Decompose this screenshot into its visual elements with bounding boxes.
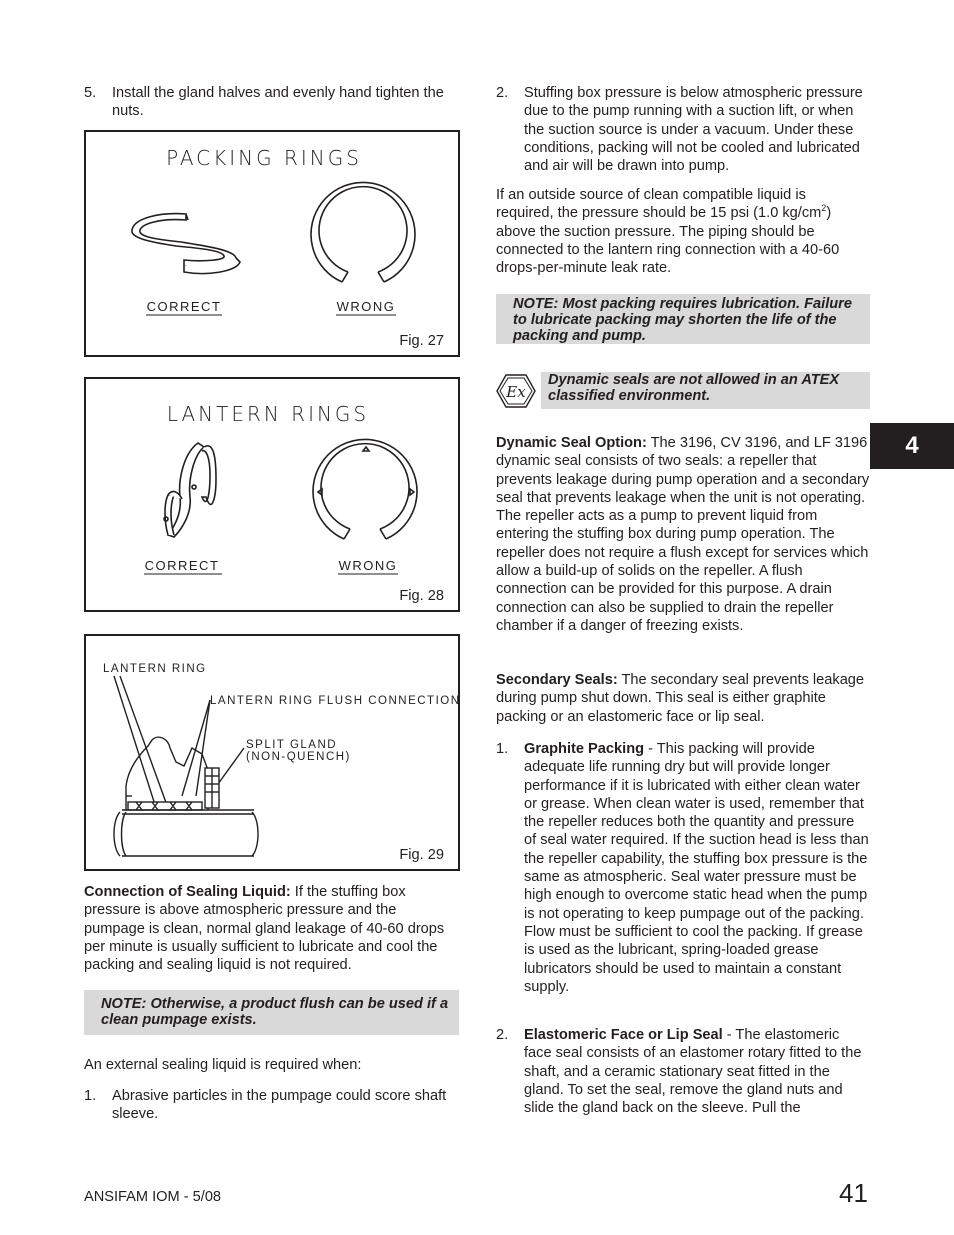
- split-gland-label: SPLIT GLAND: [246, 739, 338, 751]
- correct-lantern-ring-drawing: [164, 443, 216, 537]
- list-number: 1.: [496, 741, 509, 757]
- flush-connection-label: LANTERN RING FLUSH CONNECTION: [210, 695, 461, 707]
- document-id: ANSIFAM IOM - 5/08: [84, 1189, 222, 1205]
- paragraph-text: required, the pressure should be 15 psi (1.0 kg/cm: [496, 205, 822, 222]
- figure-title: LANTERN RINGS: [166, 402, 370, 426]
- atex-symbol-text: Ex: [506, 383, 526, 401]
- wrong-label: WRONG: [338, 558, 398, 573]
- non-quench-label: (NON-QUENCH): [246, 751, 351, 763]
- superscript: 2: [821, 203, 827, 214]
- lantern-ring-label: LANTERN RING: [103, 663, 207, 675]
- correct-label: CORRECT: [146, 299, 222, 314]
- connection-of-sealing-liquid-paragraph: [84, 883, 456, 974]
- wrong-packing-ring-drawing: [311, 182, 415, 282]
- note-text: NOTE: Most packing requires lubrication. Failure to lubricate packing may shorten the life of the packing and pump.: [513, 296, 852, 344]
- paragraph-heading: Connection of Sealing Liquid:: [84, 884, 291, 900]
- paragraph-text: above the suction pressure. The piping should be connected to the lantern ring connection with a 40-60 drops-per-minute leak rate.: [496, 223, 840, 277]
- paragraph-heading: Dynamic Seal Option:: [496, 435, 647, 451]
- secondary-seals-paragraph: [496, 671, 870, 726]
- wrong-label: WRONG: [336, 299, 396, 314]
- list-number: 2.: [496, 85, 509, 101]
- section-tab: 4: [870, 423, 954, 469]
- paragraph-text: The 3196, CV 3196, and LF 3196 dynamic seal consists of two seals: a repeller that prevents leakage during pump operation and a secondary seal that prevents leakage when the unit is not operating. The repeller acts as a pump to prevent liquid from entering the stuffing box during pump operation. The repeller does not require a flush except for services which allow a build-up of solids on the repeller. A flush connection can be provided for this purpose. A drain connection can also be supplied to drain the repeller chamber if a danger of freezing exists.: [496, 435, 870, 634]
- list-text: Stuffing box pressure is below atmospheric pressure due to the pump running with a suction lift, or when the suction source is under a vacuum. Under these conditions, packing will not be cooled and lubricated and air will be drawn into pump.: [524, 85, 863, 175]
- outside-source-paragraph: [496, 186, 868, 277]
- figure-title: PACKING RINGS: [166, 146, 362, 170]
- item-heading: Elastomeric Face or Lip Seal: [524, 1027, 723, 1043]
- figure-lantern-ring-assembly: [84, 634, 460, 871]
- figure-caption: Fig. 28: [399, 588, 444, 604]
- paragraph-text: ): [826, 205, 832, 222]
- item-heading: Graphite Packing: [524, 741, 645, 757]
- item-text: - This packing will provide adequate life running dry but will provide longer performance if it is lubricated with either clean water or grease. When clean water is used, remember that the repeller reduces both the quantity and pressure of seal water required. If the suction head is less than the repeller capability, the stuffing box pressure is the same as atmospheric. Seal water pressure must be high enough to overcome static head when the pump is not operating to keep pumpage out of the packing. Flow must be sufficient to cool the packing. If grease is used as the lubricant, spring-loaded grease lubricators should be used to maintain a constant supply.: [524, 741, 869, 995]
- page-number: 41: [839, 1178, 868, 1208]
- list-text: Abrasive particles in the pumpage could score shaft sleeve.: [112, 1088, 447, 1123]
- wrong-lantern-ring-drawing: [313, 439, 417, 539]
- paragraph-text: If an outside source of clean compatible liquid is: [496, 187, 806, 203]
- correct-packing-ring-drawing: [132, 214, 240, 274]
- note-atex: [541, 372, 870, 409]
- note-text: NOTE: Otherwise, a product flush can be used if a clean pumpage exists.: [101, 996, 449, 1028]
- figure-caption: Fig. 27: [399, 333, 444, 349]
- note-product-flush: [84, 990, 459, 1035]
- figure-caption: Fig. 29: [399, 847, 444, 863]
- item-text: - The elastomeric face seal consists of an elastomer rotary fitted to the shaft, and a ceramic stationary seat fitted in the gland. To set the seal, remove the gland nuts and slide the gland back on the sleeve. Pull the: [524, 1027, 862, 1117]
- figure-packing-rings: [84, 130, 460, 357]
- list-number: 1.: [84, 1088, 97, 1104]
- step-number: 5.: [84, 85, 97, 101]
- list-number: 2.: [496, 1027, 509, 1043]
- paragraph-heading: Secondary Seals:: [496, 672, 618, 688]
- atex-symbol: [496, 373, 536, 409]
- correct-label: CORRECT: [144, 558, 220, 573]
- external-sealing-intro: An external sealing liquid is required when:: [84, 1057, 362, 1073]
- step-text: Install the gland halves and evenly hand tighten the nuts.: [112, 85, 444, 120]
- paragraph-text: The secondary seal prevents leakage during pump shut down. This seal is either graphite packing or an elastomeric face or lip seal.: [496, 672, 865, 725]
- note-lubrication: [496, 294, 870, 344]
- paragraph-text: If the stuffing box pressure is above atmospheric pressure and the pumpage is clean, normal gland leakage of 40-60 drops per minute is usually sufficient to lubricate and cool the packing and sealing liquid is not required.: [84, 884, 445, 974]
- figure-lantern-rings: [84, 377, 460, 612]
- note-text: Dynamic seals are not allowed in an ATEX classified environment.: [548, 372, 840, 404]
- dynamic-seal-paragraph: [496, 434, 870, 635]
